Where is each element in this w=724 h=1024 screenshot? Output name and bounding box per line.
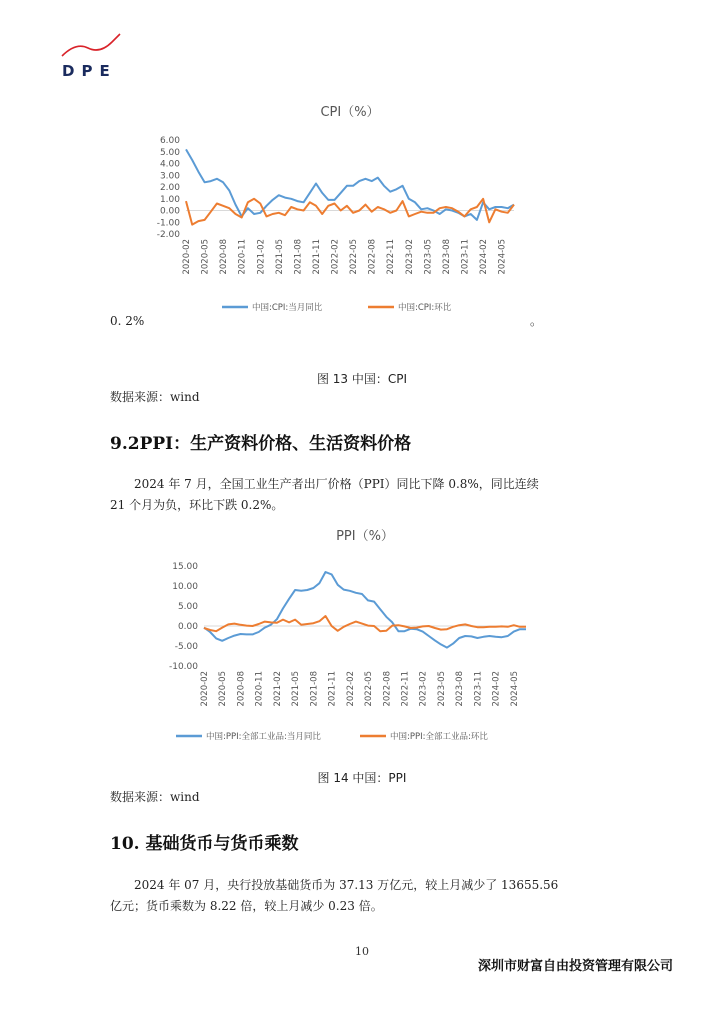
x-tick-label: 2022-05 [364,671,375,707]
x-tick-label: 2021-02 [272,671,283,707]
series-line-1 [204,572,526,648]
y-tick-label: 5.00 [159,147,180,158]
y-tick-label: -10.00 [168,662,198,672]
y-tick-label: 0.00 [177,622,198,632]
x-tick-label: 2020-08 [219,239,230,275]
x-tick-label: 2020-02 [182,239,192,275]
figure-13-caption: 图 13 中国：CPI [316,372,408,386]
logo [58,30,128,80]
x-tick-label: 2021-05 [274,239,285,275]
y-tick-label: 4.00 [159,159,180,170]
x-tick-label: 2022-05 [349,239,360,275]
x-tick-label: 2020-11 [237,239,248,275]
x-tick-label: 2022-02 [330,239,341,275]
x-tick-label: 2020-11 [254,671,265,707]
legend-label: 中国:CPI:环比 [398,303,452,313]
stray-text-right: 。 [530,314,543,328]
x-tick-label: 2023-02 [404,239,415,275]
x-tick-label: 2023-08 [441,239,452,275]
x-tick-label: 2021-08 [309,671,320,707]
x-tick-label: 2022-11 [400,671,411,707]
y-tick-label: 10.00 [172,582,198,592]
x-tick-label: 2023-08 [455,671,466,707]
company-name: 深圳市财富自由投资管理有限公司 [478,959,674,974]
x-tick-label: 2022-02 [345,671,356,707]
y-tick-label: -2.00 [156,230,180,240]
y-tick-label: -1.00 [156,218,180,229]
series-line-2 [204,616,526,631]
x-tick-label: 2022-11 [386,239,397,275]
x-tick-label: 2023-05 [436,671,447,707]
y-tick-label: 0.00 [159,206,180,217]
chart-title: CPI（%） [320,105,380,120]
page-number: 10 [355,945,369,958]
y-tick-label: 6.00 [159,136,180,146]
x-tick-label: 2020-05 [218,671,229,707]
cpi-chart [140,98,580,320]
section-10-paragraph-line2: 亿元；货币乘数为 8.22 倍，较上月减少 0.23 倍。 [110,899,383,913]
section-10-paragraph-line1: 2024 年 07 月，央行投放基础货币为 37.13 万亿元，较上月减少了 13655.56 [134,878,559,892]
y-tick-label: 15.00 [172,562,198,572]
chart-title: PPI（%） [336,529,394,544]
section-9-2-paragraph-line2: 21 个月为负，环比下跌 0.2%。 [110,498,284,512]
x-tick-label: 2021-05 [291,671,302,707]
x-tick-label: 2020-08 [236,671,247,707]
y-tick-label: 1.00 [159,194,180,205]
section-9-2-heading: 9.2PPI：生产资料价格、生活资料价格 [110,434,412,454]
x-tick-label: 2023-05 [423,239,434,275]
x-tick-label: 2022-08 [382,671,393,707]
x-tick-label: 2020-05 [200,239,211,275]
x-tick-label: 2021-11 [327,671,338,707]
ppi-chart [140,520,580,748]
logo-mark-icon [58,30,128,60]
y-tick-label: 2.00 [159,183,180,193]
x-tick-label: 2024-05 [509,671,520,707]
legend-label: 中国:PPI:全部工业品:环比 [390,732,488,742]
x-tick-label: 2023-11 [460,239,471,275]
legend-label: 中国:PPI:全部工业品:当月同比 [206,732,321,742]
x-tick-label: 2021-02 [256,239,267,275]
x-tick-label: 2020-02 [200,671,210,707]
x-tick-label: 2023-11 [473,671,484,707]
x-tick-label: 2024-05 [497,239,508,275]
y-tick-label: -5.00 [174,642,198,652]
figure-14-source: 数据来源：wind [110,790,200,804]
figure-13-source: 数据来源：wind [110,390,200,404]
figure-14-caption: 图 14 中国：PPI [317,771,407,785]
x-tick-label: 2024-02 [479,239,490,275]
x-tick-label: 2023-02 [418,671,429,707]
legend-label: 中国:CPI:当月同比 [252,303,323,313]
section-10-heading: 10. 基础货币与货币乘数 [110,834,299,854]
y-tick-label: 5.00 [177,602,198,612]
x-tick-label: 2022-08 [367,239,378,275]
stray-text-left: 0. 2% [110,314,145,328]
logo-text: DPE [62,62,117,80]
x-tick-label: 2024-02 [491,671,502,707]
y-tick-label: 3.00 [159,171,180,182]
section-9-2-paragraph-line1: 2024 年 7 月，全国工业生产者出厂价格（PPI）同比下降 0.8%，同比连续 [134,477,539,491]
x-tick-label: 2021-08 [293,239,304,275]
x-tick-label: 2021-11 [311,239,322,275]
